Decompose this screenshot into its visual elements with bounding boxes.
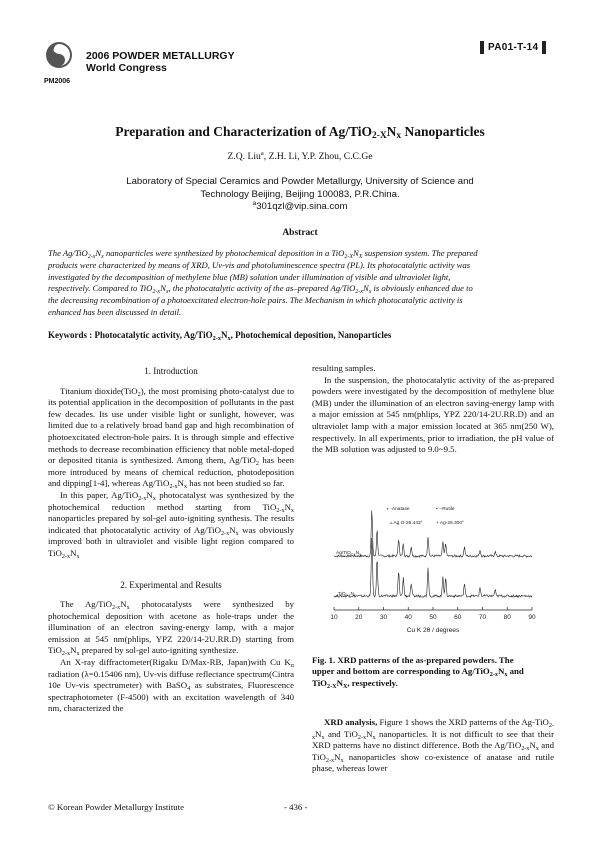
congress-name-line1: 2006 POWDER METALLURGY xyxy=(86,50,235,62)
affiliation-line1: Laboratory of Special Ceramics and Powder Metallurgy, University of Science and xyxy=(126,176,474,187)
x-tick-label: 20 xyxy=(355,614,363,621)
xrd-trace-ag-tio2-xnx xyxy=(334,511,532,558)
x-tick-label: 60 xyxy=(454,614,462,621)
xrd-figure xyxy=(318,478,550,640)
x-tick-label: 70 xyxy=(478,614,487,621)
paragraph: In the suspension, the photocatalytic activity of the as-prepared powders were investigated by the decomposition of methylene blue (MB) under the illumination of an electron saving-energy lamp with a major emission at 545 nm(phlips, YPZ 220/14-2U.RR.D) and an ultraviolet lamp with a major emission located at 365 nm(250 W), respectively. In all experiments, prior to irradiation, the pH value of the MB solution was adjusted to 9.0~9.5. xyxy=(312,374,554,455)
abstract-line: the decreasing recombination of a photoexcitated electron-hole pairs. The Mechanism in which photocatalytic activity is xyxy=(48,295,463,306)
abstract-line: The $Ag/TiO_{2-x}N_x$ nanoparticles were synthesized by photochemical deposition in a $TiO_{2-X}N_X$ suspension system. The prepared xyxy=(48,248,478,260)
email: $^a$301qzl@vip.sina.com xyxy=(252,200,348,212)
abstract-line: products were characterized by means of XRD, Uv-vis and photoluminescence spectra (PL). Its photocatalytic activity was xyxy=(48,259,471,270)
legend-entry: ▵ Ag O-26.443° xyxy=(390,521,423,526)
abstract-body xyxy=(48,248,554,319)
x-tick-label: 90 xyxy=(528,614,536,621)
paper-title: Preparation and Characterization of $Ag/TiO_{2-X}N_x$ Nanoparticles xyxy=(115,124,485,141)
paragraph: Titanium dioxide(TiO$_2$), the most promising photo-catalyst due to its potential application in the decomposition of pollutants in the past few decades. Its use under visible light or sunlight, however, was limited due to a relatively broad band gap and high recombination of photoexcitated electron-hole pairs. It is through simple and effective methods to decrease recombination efficiency that noble metal-doped or deposited titania is synthesized. Among them, Ag/TiO$_2$ has been more introduced by means of chemical reduction, photodeposition and dipping[1-4], whereas $Ag/TiO_{2-x}N_x$ has not been studied so far. xyxy=(48,385,295,491)
email-text: 301qzl@vip.sina.com xyxy=(256,201,348,212)
congress-logo xyxy=(44,40,74,84)
paper-id-box xyxy=(480,40,546,54)
authors: Z.Q. Liu$^a$, Z.H. Li, Y.P. Zhou, C.C.Ge xyxy=(227,150,373,162)
series-label-lower: $TiO_{2-x}N_x$ xyxy=(338,592,356,598)
congress-name-line2: World Congress xyxy=(86,62,167,74)
keywords: Keywords : Photocatalytic activity, $Ag/TiO_{2-x}N_x$, Photochemical deposition, Nanoparticles xyxy=(48,330,392,342)
affiliation-line2: Technology Beijing, Beijing 100083, P.R.China. xyxy=(200,188,400,200)
legend-entry: • --Rutile xyxy=(436,507,455,512)
xrd-analysis xyxy=(312,717,554,775)
congress-name xyxy=(86,50,235,74)
abstract-heading: Abstract xyxy=(282,228,318,238)
x-tick-label: 30 xyxy=(379,614,388,621)
paragraph: In this paper, $Ag/TiO_{2-x}N_x$ photocatalyst was synthesized by the photochemical reduction method starting from $TiO_{2-x}N_x$ nanoparticles prepared by sol-gel auto-igniting synthesis. The results indicated that photocatalytic activity of $Ag/TiO_{2-x}N_x$ was obviously improved both in ultraviolet and visible light region compared to $TiO_{2-x}N_x$ xyxy=(48,489,294,560)
caption-line: Fig. 1. XRD patterns of the as-prepared powders. The xyxy=(312,655,514,665)
legend-entry: ∘ -Anatase xyxy=(386,507,410,512)
x-tick-label: 10 xyxy=(330,614,338,621)
abstract-line: enhanced has been discussed in detail. xyxy=(48,306,182,317)
x-tick-label: 40 xyxy=(404,614,412,621)
series-label-upper: $Ag/TiO_{2-x}N_x$ xyxy=(336,551,361,557)
logo-year: PM2006 xyxy=(44,78,71,85)
right-column-top xyxy=(312,363,554,456)
x-axis-label: Cu K 2θ / degrees xyxy=(406,627,460,634)
xrd-chart xyxy=(318,478,550,640)
paragraph: resulting samples. xyxy=(312,363,376,373)
footer-page-number: - 436 - xyxy=(284,802,308,812)
x-tick-label: 50 xyxy=(429,614,437,621)
footer-copyright: © Korean Powder Metallurgy Institute xyxy=(48,802,185,812)
paper-id-right-bar xyxy=(542,41,546,54)
paragraph: XRD analysis, Figure 1 shows the XRD patterns of the $Ag-TiO_{2-x}N_x$ and $TiO_{2-x}N_x$ nanoparticles. It is not difficult to see that their XRD patterns have no distinct difference. Both the $Ag/TiO_{2-x}N_x$ and $TiO_{2-x}N_x$ nanoparticles show co-existence of anatase and rutile phase, whereas lower xyxy=(312,717,555,774)
left-column xyxy=(48,366,294,715)
x-tick-label: 80 xyxy=(503,614,511,621)
paper-id: PA01-T-14 xyxy=(488,41,539,53)
legend-entry: + Ag-28.300° xyxy=(436,521,464,526)
paragraph: The $Ag/TiO_{2-x}N_x$ photocatalysts were synthesized by photochemical deposition with acetone as hole-traps under the illumination of an electron saving-energy lamp, with a major emission at 545 nm(phlips, YPZ 220/14-2U.RR.D) starting from $TiO_{2-x}N_x$ prepared by sol-gel auto-igniting synthesize. xyxy=(48,599,294,658)
section-heading-experimental: 2. Experimental and Results xyxy=(120,579,222,590)
abstract-line: investigated by the decomposition of methylene blue (MB) solution under illumination of visible and ultraviolet light, xyxy=(48,271,451,282)
affiliation xyxy=(0,176,600,214)
figure-caption xyxy=(312,655,556,689)
section-heading-introduction: 1. Introduction xyxy=(144,366,198,376)
paper-id-left-bar xyxy=(480,41,484,54)
xrd-trace-tio2-xnx xyxy=(334,538,532,597)
abstract-line: respectively. Compared to $TiO_{2-x}N_x$, the photocatalytic activity of the as–prepared $Ag/TiO_{2-x}N_x$ is obviously enhanced due to xyxy=(48,283,473,296)
caption-line: upper and bottom are corresponding to $Ag/TiO_{2-x}N_x$ and xyxy=(312,666,524,679)
logo-mark-icon xyxy=(44,40,74,72)
caption-line: $TiO_{2-X}N_X$, respectively. xyxy=(312,677,398,690)
paragraph: An X-ray diffractometer(Rigaku D/Max-RB, Japan)with Cu $K_\alpha$ radiation (λ=0.15406 nm), Uv-vis diffuse reflectance spectrum(Cintra 10e Uv-vis spectrumeter) with BaSO$_4$ as substrates, Fluorescence spectraphotometer (F-4500) with an excitation wavelength of 340 nm, characterized the xyxy=(48,657,294,714)
